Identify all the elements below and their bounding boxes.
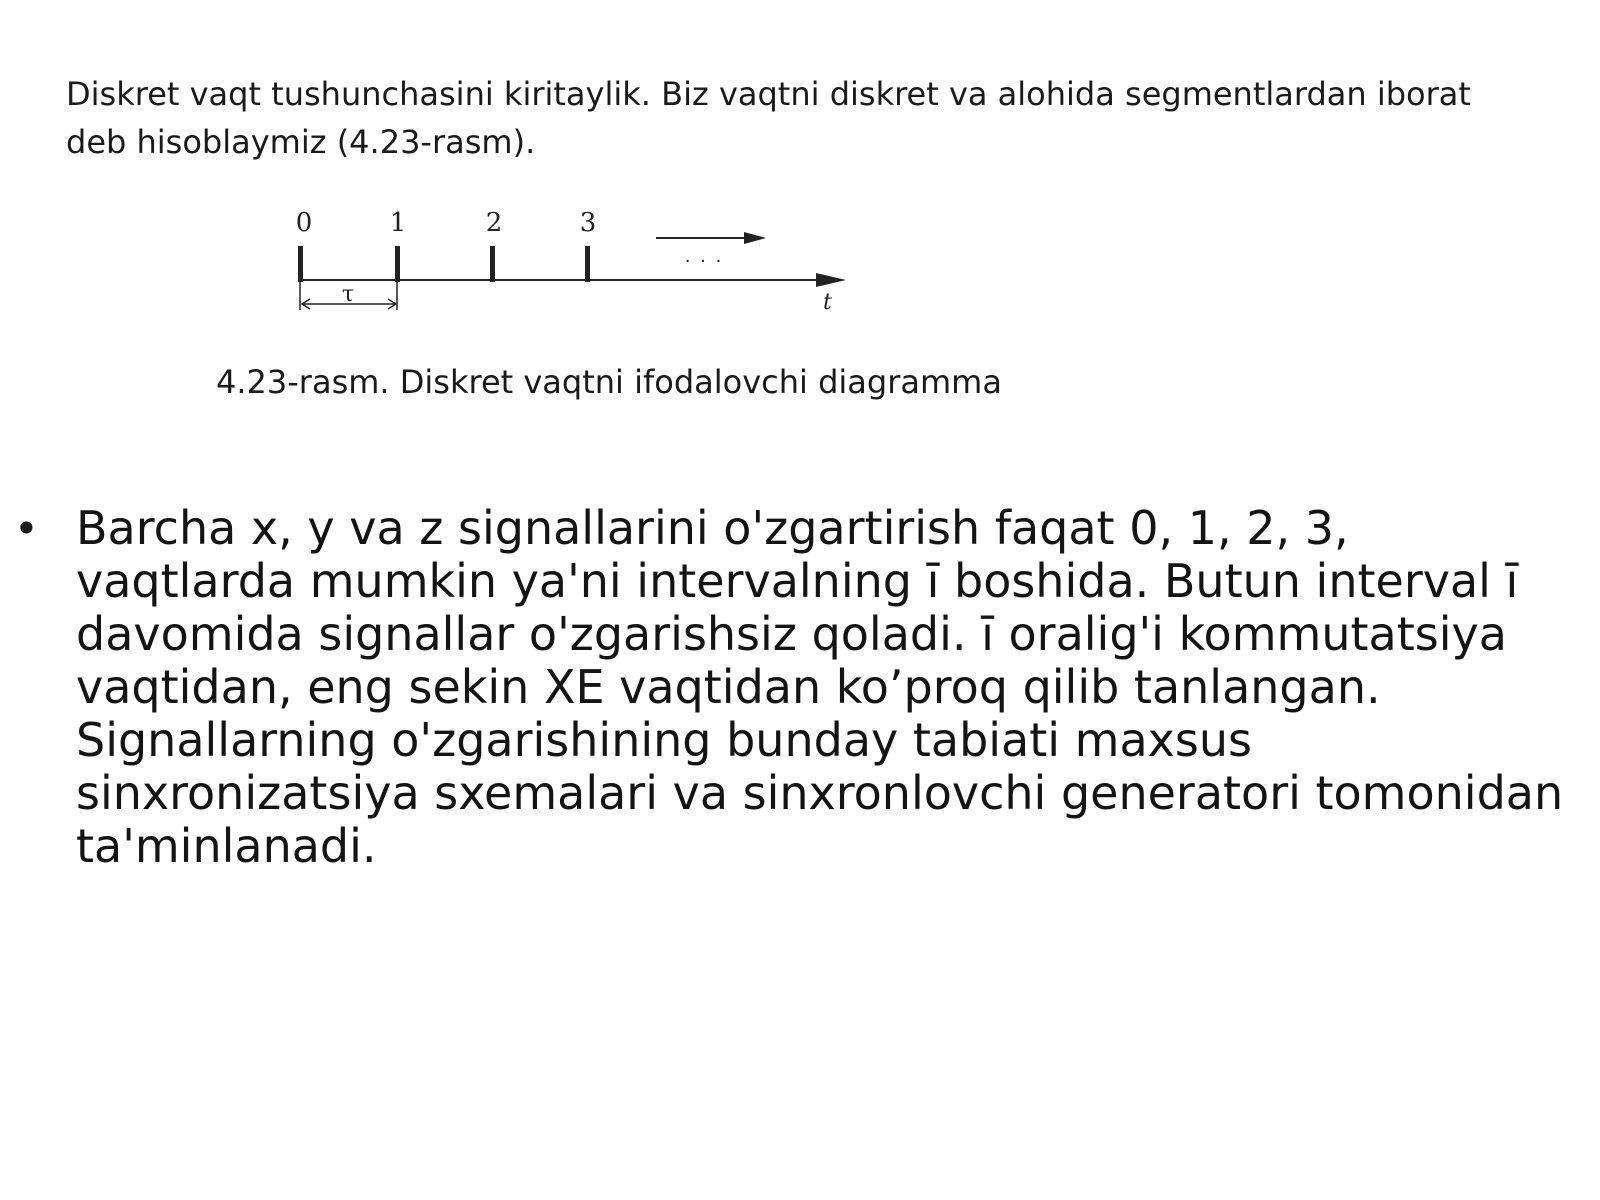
time-axis-arrowhead bbox=[816, 273, 846, 287]
continuation-arrowhead bbox=[744, 232, 766, 244]
ellipsis: . . . bbox=[684, 246, 724, 267]
tick-mark-1 bbox=[395, 246, 400, 282]
bullet-text: Barcha x, y va z signallarini o'zgartirish faqat 0, 1, 2, 3, vaqtlarda mumkin ya'ni intervalning ī boshida. Butun interval ī davomida signallar o'zgarishsiz qoladi. ī oralig'i kommutatsiya vaqtidan, eng sekin XE vaqtidan ko’proq qilib tanlangan. Signallarning o'zgarishining bunday tabiati maxsus sinxronizatsiya sxemalari va sinxronlovchi generatori tomonidan ta'minlanadi. bbox=[76, 501, 1564, 873]
tick-label-2: 2 bbox=[485, 208, 503, 238]
discrete-time-diagram bbox=[296, 206, 876, 326]
figure-caption: 4.23-rasm. Diskret vaqtni ifodalovchi diagramma bbox=[216, 363, 1002, 401]
intro-paragraph: Diskret vaqt tushunchasini kiritaylik. Biz vaqtni diskret va alohida segmentlardan iborat deb hisoblaymiz (4.23-rasm). bbox=[66, 75, 1471, 161]
axis-label-t: t bbox=[823, 290, 832, 315]
tick-label-0: 0 bbox=[296, 208, 313, 238]
interval-label-tau: τ bbox=[341, 282, 355, 307]
diagram-svg bbox=[296, 206, 876, 326]
tick-label-1: 1 bbox=[389, 208, 407, 238]
tick-label-3: 3 bbox=[579, 208, 597, 238]
tick-mark-2 bbox=[490, 246, 495, 282]
tick-mark-3 bbox=[585, 246, 590, 282]
tick-mark-0 bbox=[298, 246, 303, 282]
bullet-dot-icon: • bbox=[14, 504, 39, 553]
